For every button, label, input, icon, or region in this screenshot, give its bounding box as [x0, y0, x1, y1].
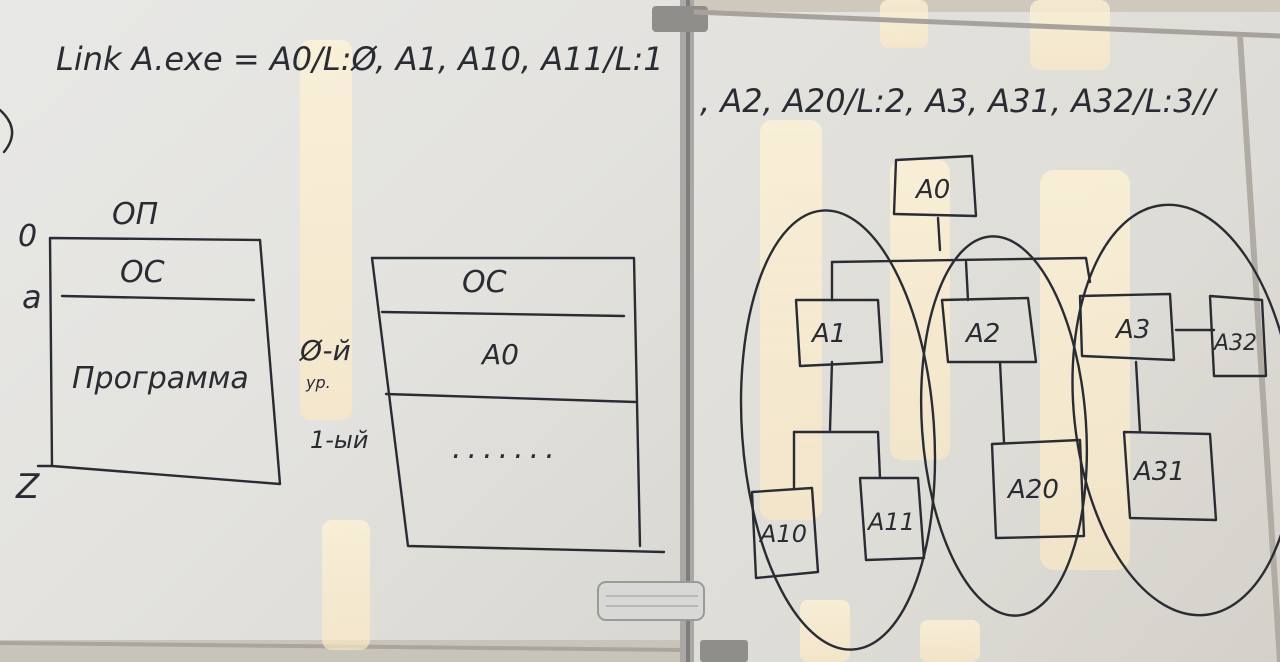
address-0-label: 0 — [18, 219, 38, 254]
node-A32-label: A32 — [1214, 331, 1258, 356]
right-a0-label: A0 — [482, 338, 519, 371]
node-A10-label: A10 — [760, 520, 807, 548]
eraser — [598, 582, 704, 620]
left-os-label: ОС — [120, 255, 165, 290]
formula-left: Link A.exe = A0/L:Ø, A1, A10, A11/L:1 — [56, 40, 664, 78]
node-A0-label: A0 — [916, 175, 951, 205]
right-dots: ....... — [452, 431, 561, 466]
program-label: Программа — [72, 361, 249, 396]
node-A11-label: A11 — [868, 508, 915, 536]
memory-title: ОП — [112, 197, 159, 232]
address-a-label: a — [22, 278, 42, 316]
node-A1-label: A1 — [812, 319, 847, 349]
node-A3-label: A3 — [1116, 315, 1151, 345]
formula-right: , A2, A20/L:2, A3, A31, A32/L:3// — [700, 82, 1216, 120]
level0-sub: ур. — [306, 373, 331, 392]
node-A2-label: A2 — [966, 319, 1001, 349]
level0-label: Ø-й — [300, 334, 351, 367]
node-A31-label: A31 — [1134, 457, 1185, 487]
right-os-label: ОС — [462, 265, 507, 300]
node-A20-label: A20 — [1008, 475, 1059, 505]
address-z-label: Z — [16, 467, 40, 507]
level1-label: 1-ый — [310, 426, 369, 454]
